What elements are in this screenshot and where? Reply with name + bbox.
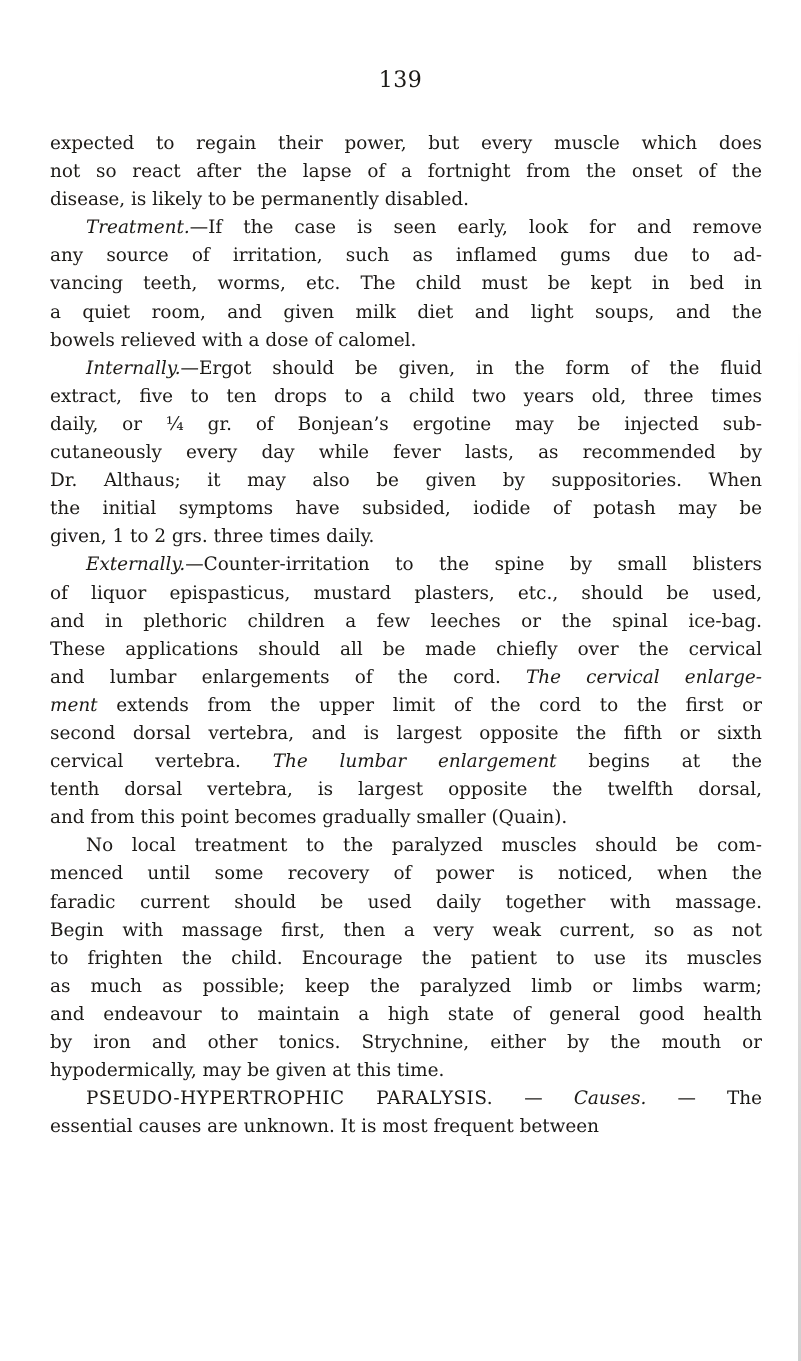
text-run: expected to regain their power, but every muscle which does: [50, 133, 762, 154]
text-line: [50, 692, 762, 720]
text-line: [50, 776, 762, 804]
text-line: [50, 608, 762, 636]
text-line: [50, 832, 762, 860]
text-line: [50, 495, 762, 523]
text-run: —If the case is seen early, look for and remove: [189, 217, 762, 239]
text-run: extract, five to ten drops to a child two years old, three times: [50, 385, 762, 407]
text-run: cervical vertebra.: [50, 751, 273, 773]
text-line: [50, 1057, 762, 1085]
italic-run: Internally.: [86, 357, 181, 379]
text-line: [50, 748, 762, 776]
text-run: faradic current should be used daily together with massage.: [50, 891, 762, 913]
text-line: [50, 664, 762, 692]
text-run: essential causes are unknown. It is most frequent between: [50, 1116, 599, 1138]
text-run: any source of irritation, such as inflamed gums due to ad-: [50, 245, 762, 267]
text-run: menced until some recovery of power is noticed, when the: [50, 863, 762, 885]
body-text: [50, 130, 762, 1141]
text-run: to frighten the child. Encourage the patient to use its muscles: [50, 947, 762, 969]
text-run: No local treatment to the paralyzed muscles should be com-: [86, 835, 762, 857]
text-line: [50, 383, 762, 411]
text-run: and endeavour to maintain a high state of general good health: [50, 1003, 762, 1025]
text-run: These applications should all be made chiefly over the cervical: [50, 638, 762, 660]
text-line: [50, 1029, 762, 1057]
text-run: by iron and other tonics. Strychnine, either by the mouth or: [50, 1032, 762, 1053]
text-line: [50, 299, 762, 327]
text-run: and from this point becomes gradually smaller (Quain).: [50, 807, 568, 829]
text-run: given, 1 to 2 grs. three times daily.: [50, 526, 375, 548]
text-line: [50, 467, 762, 495]
text-line: [50, 551, 762, 579]
text-line: [50, 411, 762, 439]
text-line: [50, 186, 762, 214]
text-line: [50, 973, 762, 1001]
text-run: tenth dorsal vertebra, is largest opposite the twelfth dorsal,: [50, 779, 762, 801]
text-run: vancing teeth, worms, etc. The child must be kept in bed in: [50, 273, 762, 295]
text-line: [50, 439, 762, 467]
text-line: [50, 580, 762, 608]
text-run: of liquor epispasticus, mustard plasters, etc., should be used,: [50, 582, 762, 604]
text-run: second dorsal vertebra, and is largest opposite the fifth or sixth: [50, 722, 762, 744]
text-run: —: [493, 1088, 574, 1110]
text-run: and in plethoric children a few leeches or the spinal ice-bag.: [50, 610, 762, 632]
italic-run: The cervical enlarge-: [526, 666, 762, 688]
text-run: Dr. Althaus; it may also be given by suppositories. When: [50, 470, 762, 492]
text-run: and lumbar enlargements of the cord.: [50, 666, 527, 688]
text-line: [50, 1001, 762, 1029]
text-line: [50, 1113, 762, 1141]
italic-run: Treatment.: [86, 217, 190, 239]
italic-run: ment: [50, 694, 98, 716]
text-run: bowels relieved with a dose of calomel.: [50, 329, 417, 351]
text-line: [50, 355, 762, 383]
text-line: [50, 523, 762, 551]
italic-run: Externally.: [86, 554, 186, 576]
text-line: [50, 242, 762, 270]
page-number: 139: [378, 68, 423, 93]
text-run: —Counter-irritation to the spine by small blisters: [185, 554, 762, 576]
italic-run: Causes.: [573, 1088, 647, 1110]
text-line: [50, 327, 762, 355]
text-run: —Ergot should be given, in the form of the fluid: [180, 357, 762, 379]
text-line: [50, 130, 762, 158]
text-run: — The: [646, 1088, 762, 1110]
heading-run: PSEUDO-HYPERTROPHIC PARALYSIS.: [86, 1088, 494, 1110]
text-line: [50, 917, 762, 945]
text-line: [50, 270, 762, 298]
text-line: [50, 158, 762, 186]
text-run: Begin with massage first, then a very weak current, so as not: [50, 919, 762, 941]
text-run: extends from the upper limit of the cord to the first or: [97, 694, 762, 716]
text-run: disease, is likely to be permanently disabled.: [50, 189, 469, 211]
text-line: [50, 214, 762, 242]
text-line: [50, 720, 762, 748]
italic-run: The lumbar enlargement: [272, 751, 557, 773]
text-run: daily, or ¼ gr. of Bonjean’s ergotine may be injected sub-: [50, 413, 762, 435]
text-line: [50, 804, 762, 832]
text-run: not so react after the lapse of a fortnight from the onset of the: [50, 161, 762, 183]
text-run: as much as possible; keep the paralyzed limb or limbs warm;: [50, 975, 762, 997]
text-run: hypodermically, may be given at this time.: [50, 1060, 445, 1082]
text-line: [50, 636, 762, 664]
text-run: cutaneously every day while fever lasts, as recommended by: [50, 442, 762, 464]
text-line: [50, 889, 762, 917]
text-run: the initial symptoms have subsided, iodide of potash may be: [50, 498, 762, 520]
text-run: a quiet room, and given milk diet and light soups, and the: [50, 301, 762, 323]
text-line: [50, 1085, 762, 1113]
text-run: begins at the: [556, 751, 762, 773]
text-line: [50, 860, 762, 888]
text-line: [50, 945, 762, 973]
